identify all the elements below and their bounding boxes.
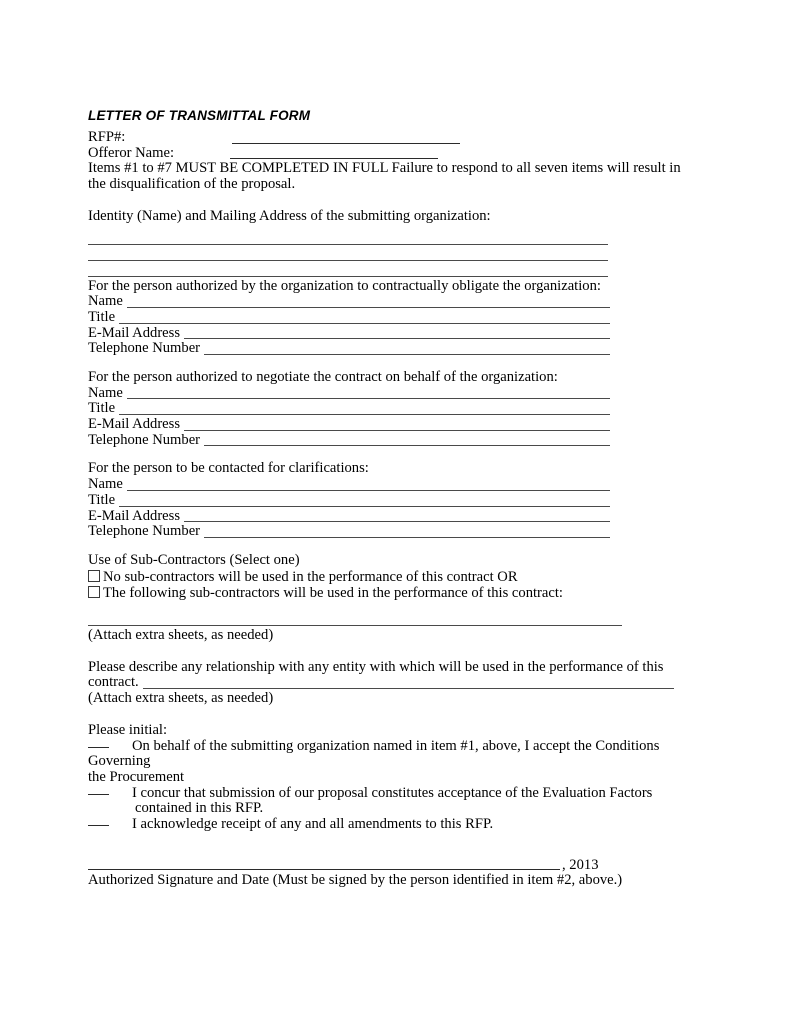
negotiate-name-input-line[interactable] [88,398,610,399]
address-rule-2 [88,260,608,261]
initial-item-3 [88,817,688,833]
checkbox-icon-no-subcontractors[interactable] [88,570,100,582]
clarifications-title-label: Title [88,492,119,508]
subcontractor-rule [88,625,622,626]
obligate-name-label: Name [88,293,127,309]
field-row-clarifications-email [88,509,688,525]
field-row-negotiate-email [88,417,688,433]
relationship-prompt-cont: contract. [88,674,143,690]
initial-text-3: I acknowledge receipt of any and all amendments to this RFP. [132,816,494,833]
initial-item-1 [88,739,688,770]
field-row-obligate-telephone [88,341,688,357]
offeror-name-label: Offeror Name: [88,144,175,161]
initial-text-2-cont: contained in this RFP. [135,800,264,817]
identity-heading: Identity (Name) and Mailing Address of the submitting organization: [88,207,491,224]
field-row-negotiate-name [88,386,688,402]
negotiate-name-label: Name [88,385,127,401]
field-row-clarifications-title [88,493,688,509]
obligate-title-label: Title [88,309,119,325]
form-body [88,108,688,889]
obligate-telephone-label: Telephone Number [88,340,204,356]
address-input-line-1[interactable] [88,231,688,247]
completion-instruction: Items #1 to #7 MUST BE COMPLETED IN FULL Failure to respond to all seven items will result in the disqualification of the proposal. [88,160,681,193]
field-row-offeror-name [88,146,688,162]
subcontractor-option-label-none: No sub-contractors will be used in the performance of this contract OR [103,568,518,585]
signature-caption: Authorized Signature and Date (Must be signed by the person identified in item #2, above.) [88,871,623,888]
initial-item-1-continued [88,770,688,786]
section-heading-obligate: For the person authorized by the organization to contractually obligate the organization: [88,277,601,294]
subcontractors-heading: Use of Sub-Contractors (Select one) [88,551,300,568]
initial-blank-1[interactable] [88,747,109,748]
clarifications-email-label: E-Mail Address [88,508,184,524]
negotiate-title-input-line[interactable] [88,414,610,415]
relationship-attach-note: (Attach extra sheets, as needed) [88,690,274,707]
obligate-name-input-line[interactable] [88,307,610,308]
section-heading-negotiate: For the person authorized to negotiate the contract on behalf of the organization: [88,369,558,385]
initial-blank-2[interactable] [88,794,109,795]
clarifications-name-label: Name [88,476,127,492]
field-row-negotiate-telephone [88,433,688,449]
relationship-input-line[interactable] [88,688,674,689]
address-rule-1 [88,244,608,245]
subcontractor-input-line[interactable] [88,612,688,628]
field-row-relationship-contract [88,675,674,691]
clarifications-title-input-line[interactable] [88,506,610,507]
relationship-prompt: Please describe any relationship with any entity with which will be used in the performance of this [88,658,664,675]
clarifications-name-input-line[interactable] [88,490,610,491]
initial-blank-3[interactable] [88,825,109,826]
negotiate-email-label: E-Mail Address [88,416,184,432]
initial-item-2 [88,786,688,802]
field-row-negotiate-title [88,401,688,417]
field-row-obligate-name [88,294,688,310]
field-row-obligate-title [88,310,688,326]
initials-heading: Please initial: [88,721,168,738]
address-input-line-3[interactable] [88,263,688,279]
negotiate-telephone-label: Telephone Number [88,432,204,448]
initial-text-1-cont: the Procurement [88,768,185,785]
initial-text-2: I concur that submission of our proposal constitutes acceptance of the Evaluation Factors [132,784,653,801]
address-rule-3 [88,276,608,277]
offeror-name-input-line[interactable] [230,158,438,159]
obligate-title-input-line[interactable] [88,323,610,324]
subcontractor-option-row-following[interactable] [88,585,688,601]
initial-item-2-continued [88,801,688,817]
obligate-email-label: E-Mail Address [88,325,184,341]
subcontractors-attach-note: (Attach extra sheets, as needed) [88,627,274,644]
signature-year: , 2013 [562,856,599,873]
field-row-rfp-number [88,130,688,146]
clarifications-telephone-label: Telephone Number [88,523,204,539]
signature-input-line[interactable] [88,869,560,870]
field-row-clarifications-telephone [88,524,688,540]
field-row-clarifications-name [88,477,688,493]
page-title: LETTER OF TRANSMITTAL FORM [88,108,311,123]
address-input-line-2[interactable] [88,247,688,263]
section-heading-clarifications: For the person to be contacted for clarifications: [88,460,369,477]
subcontractor-option-row-none[interactable] [88,569,688,585]
rfp-number-input-line[interactable] [232,143,460,144]
field-row-obligate-email [88,326,688,342]
checkbox-icon-following-subcontractors[interactable] [88,586,100,598]
rfp-number-label: RFP#: [88,129,126,145]
negotiate-title-label: Title [88,400,119,416]
initial-text-1: On behalf of the submitting organization named in item #1, above, I accept the Conditions Governing [88,737,660,770]
subcontractor-option-label-following: The following sub-contractors will be used in the performance of this contract: [103,585,563,601]
signature-row [88,857,688,873]
